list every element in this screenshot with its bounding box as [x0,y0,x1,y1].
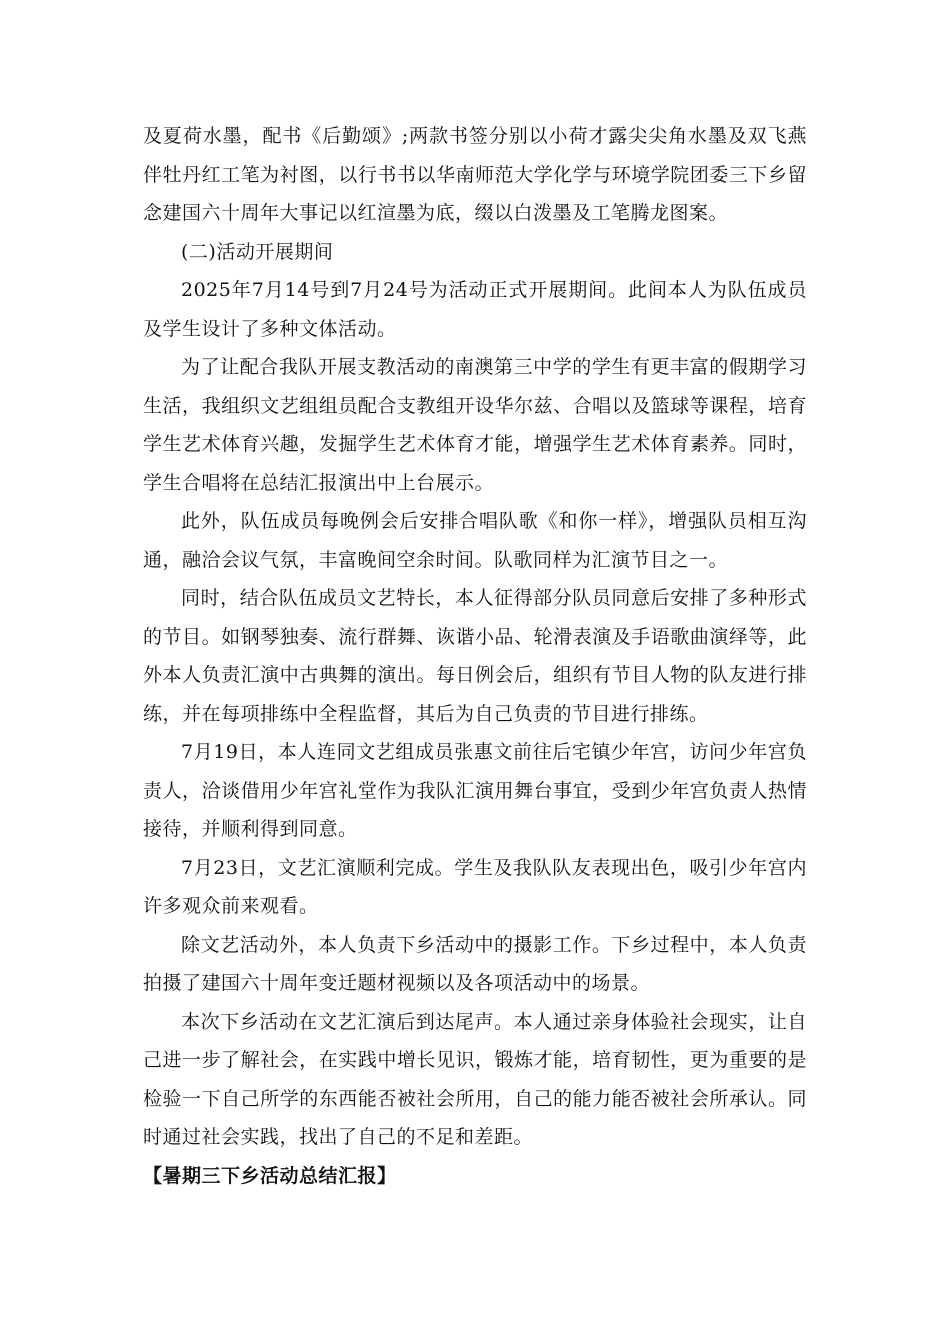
document-body [143,117,807,1195]
paragraph-performance: 7月23日，文艺汇演顺利完成。学生及我队队友表现出色，吸引少年宫内许多观众前来观看。 [143,856,807,917]
paragraph-conclusion: 本次下乡活动在文艺汇演后到达尾声。本人通过亲身体验社会现实，让自己进一步了解社会，在实践中增长见识，锻炼才能，培育韧性，更为重要的是检验一下自己所学的东西能否被社会所用，自己的能力能否被社会所承认。同时通过社会实践，找出了自己的不足和差距。 [143,1010,807,1148]
subsection-heading: (二)活动开展期间 [181,240,334,263]
paragraph-period: 2025年7月14号到7月24号为活动正式开展期间。此间本人为队伍成员及学生设计了多种文体活动。 [143,279,807,340]
paragraph-programs: 同时，结合队伍成员文艺特长，本人征得部分队员同意后安排了多种形式的节目。如钢琴独奏、流行群舞、诙谐小品、轮滑表演及手语歌曲演绎等，此外本人负责汇演中古典舞的演出。每日例会后，组织有节目人物的队友进行排练，并在每项排练中全程监督，其后为自己负责的节目进行排练。 [143,587,807,725]
paragraph-youth-palace: 7月19日，本人连同文艺组成员张惠文前往后宅镇少年宫，访问少年宫负责人，洽谈借用少年宫礼堂作为我队汇演用舞台事宜，受到少年宫负责人热情接待，并顺利得到同意。 [143,741,807,840]
paragraph-photography: 除文艺活动外，本人负责下乡活动中的摄影工作。下乡过程中，本人负责拍摄了建国六十周年变迁题材视频以及各项活动中的场景。 [143,933,807,994]
paragraph-intro: 及夏荷水墨，配书《后勤颂》;两款书签分别以小荷才露尖尖角水墨及双飞燕伴牡丹红工笔为衬图，以行书书以华南师范大学化学与环境学院团委三下乡留念建国六十周年大事记以红渲墨为底，缀以白泼墨及工笔腾龙图案。 [143,125,807,224]
paragraph-courses: 为了让配合我队开展支教活动的南澳第三中学的学生有更丰富的假期学习生活，我组织文艺组组员配合支教组开设华尔兹、合唱以及篮球等课程，培育学生艺术体育兴趣，发掘学生艺术体育才能，增强学生艺术体育素养。同时，学生合唱将在总结汇报演出中上台展示。 [143,356,807,494]
section-title: 【暑期三下乡活动总结汇报】 [143,1164,397,1187]
paragraph-team-song: 此外，队伍成员每晚例会后安排合唱队歌《和你一样》，增强队员相互沟通，融洽会议气氛，丰富晚间空余时间。队歌同样为汇演节目之一。 [143,510,807,571]
